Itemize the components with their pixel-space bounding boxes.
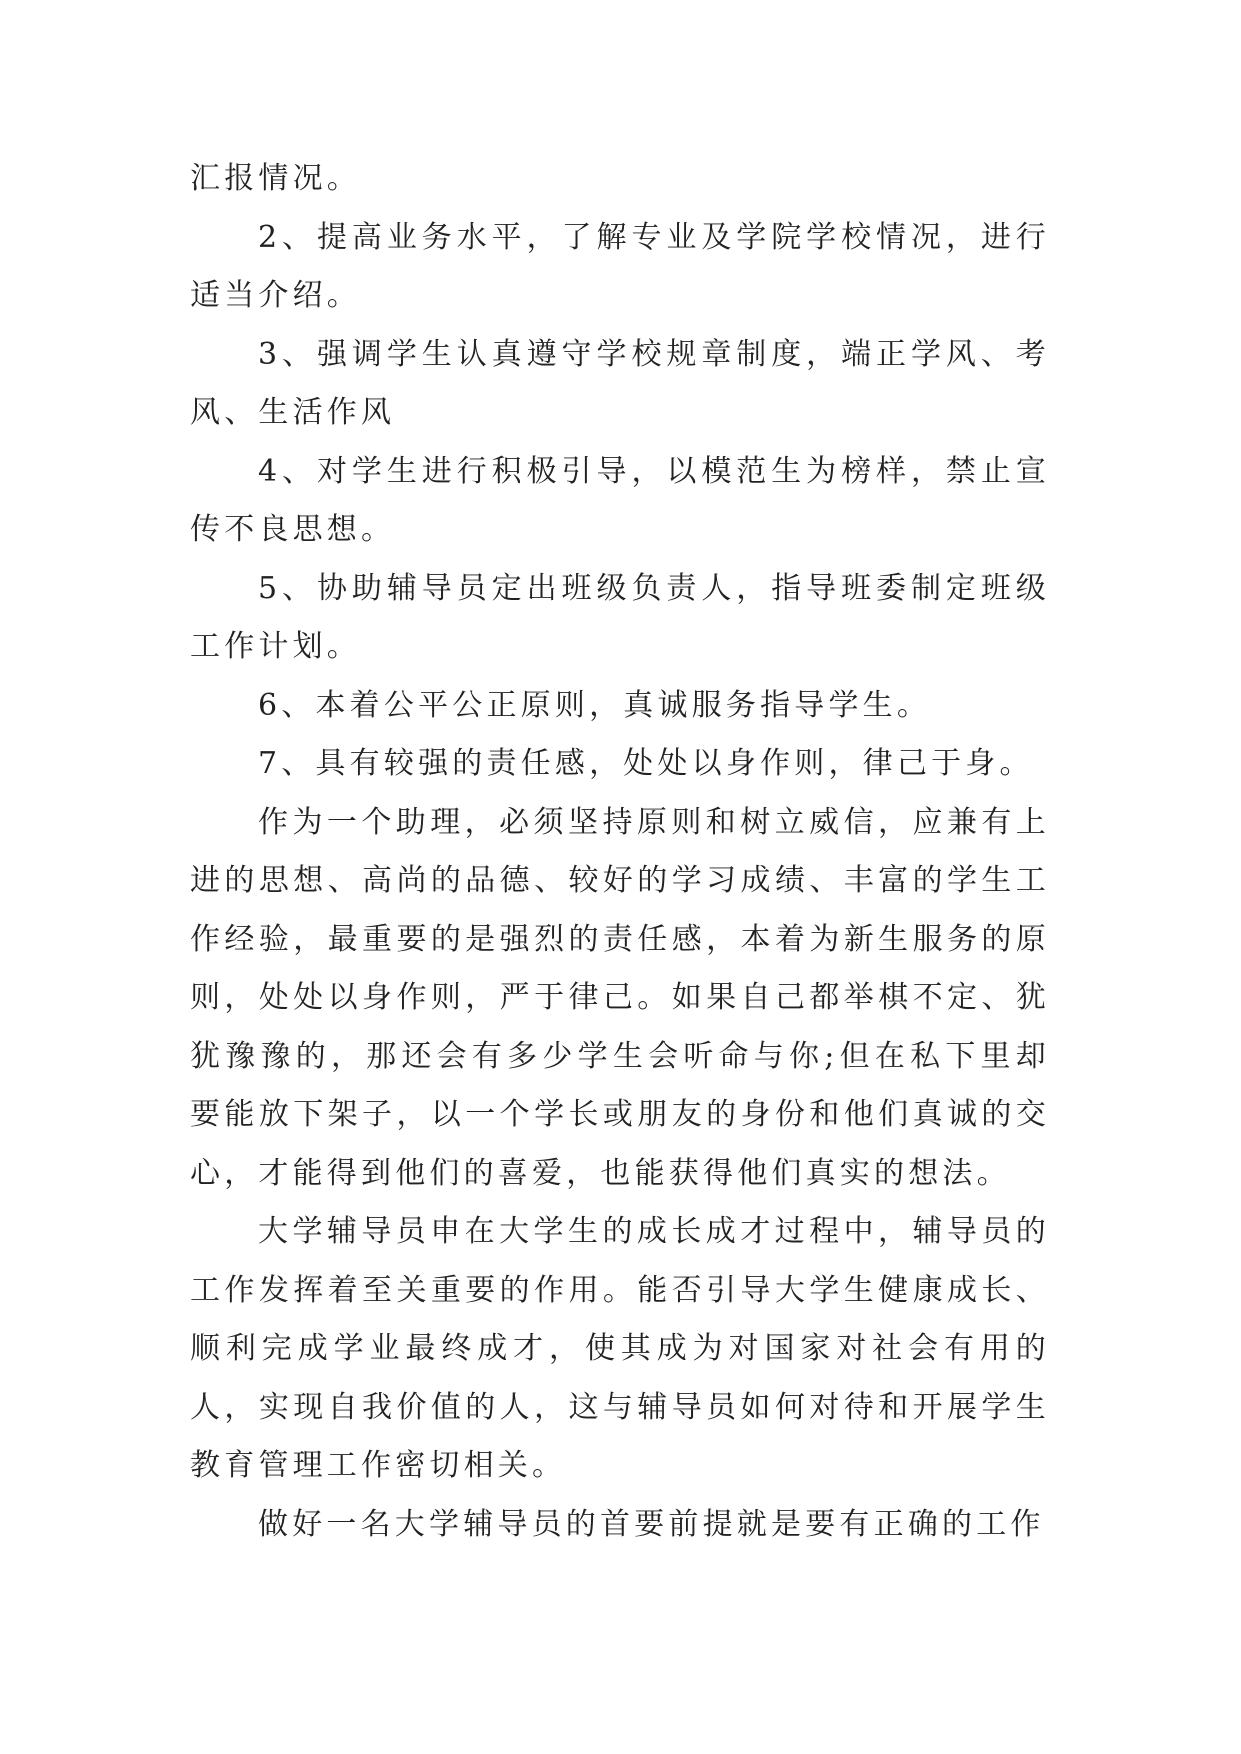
list-item-6: 6、本着公平公正原则，真诚服务指导学生。 [258, 687, 932, 723]
list-item-4: 4、对学生进行积极引导，以模范生为榜样，禁止宣传不良思想。 [190, 453, 1050, 547]
paragraph-continuation: 汇报情况。 [190, 161, 361, 196]
paragraph-first-premise: 做好一名大学辅导员的首要前提就是要有正确的工作 [258, 1506, 1045, 1542]
paragraph-counselor-importance: 大学辅导员申在大学生的成长成才过程中，辅导员的工作发挥着至关重要的作用。能否引导大学生健康成长、顺利完成学业最终成才，使其成为对国家对社会有用的人，实现自我价值的人，这与辅导员如何对待和开展学生教育管理工作密切相关。 [190, 1214, 1050, 1483]
list-item-5: 5、协助辅导员定出班级负责人，指导班委制定班级工作计划。 [190, 570, 1050, 664]
document-body [190, 150, 1050, 1554]
list-item-7: 7、具有较强的责任感，处处以身作则，律己于身。 [258, 746, 1034, 781]
list-item-3: 3、强调学生认真遵守学校规章制度，端正学风、考风、生活作风 [190, 336, 1050, 430]
paragraph-assistant-role: 作为一个助理，必须坚持原则和树立威信，应兼有上进的思想、高尚的品德、较好的学习成绩、丰富的学生工作经验，最重要的是强烈的责任感，本着为新生服务的原则，处处以身作则，严于律己。如果自己都举棋不定、犹犹豫豫的，那还会有多少学生会听命与你;但在私下里却要能放下架子，以一个学长或朋友的身份和他们真诚的交心，才能得到他们的喜爱，也能获得他们真实的想法。 [190, 804, 1050, 1191]
list-item-2: 2、提高业务水平，了解专业及学院学校情况，进行适当介绍。 [190, 219, 1050, 313]
